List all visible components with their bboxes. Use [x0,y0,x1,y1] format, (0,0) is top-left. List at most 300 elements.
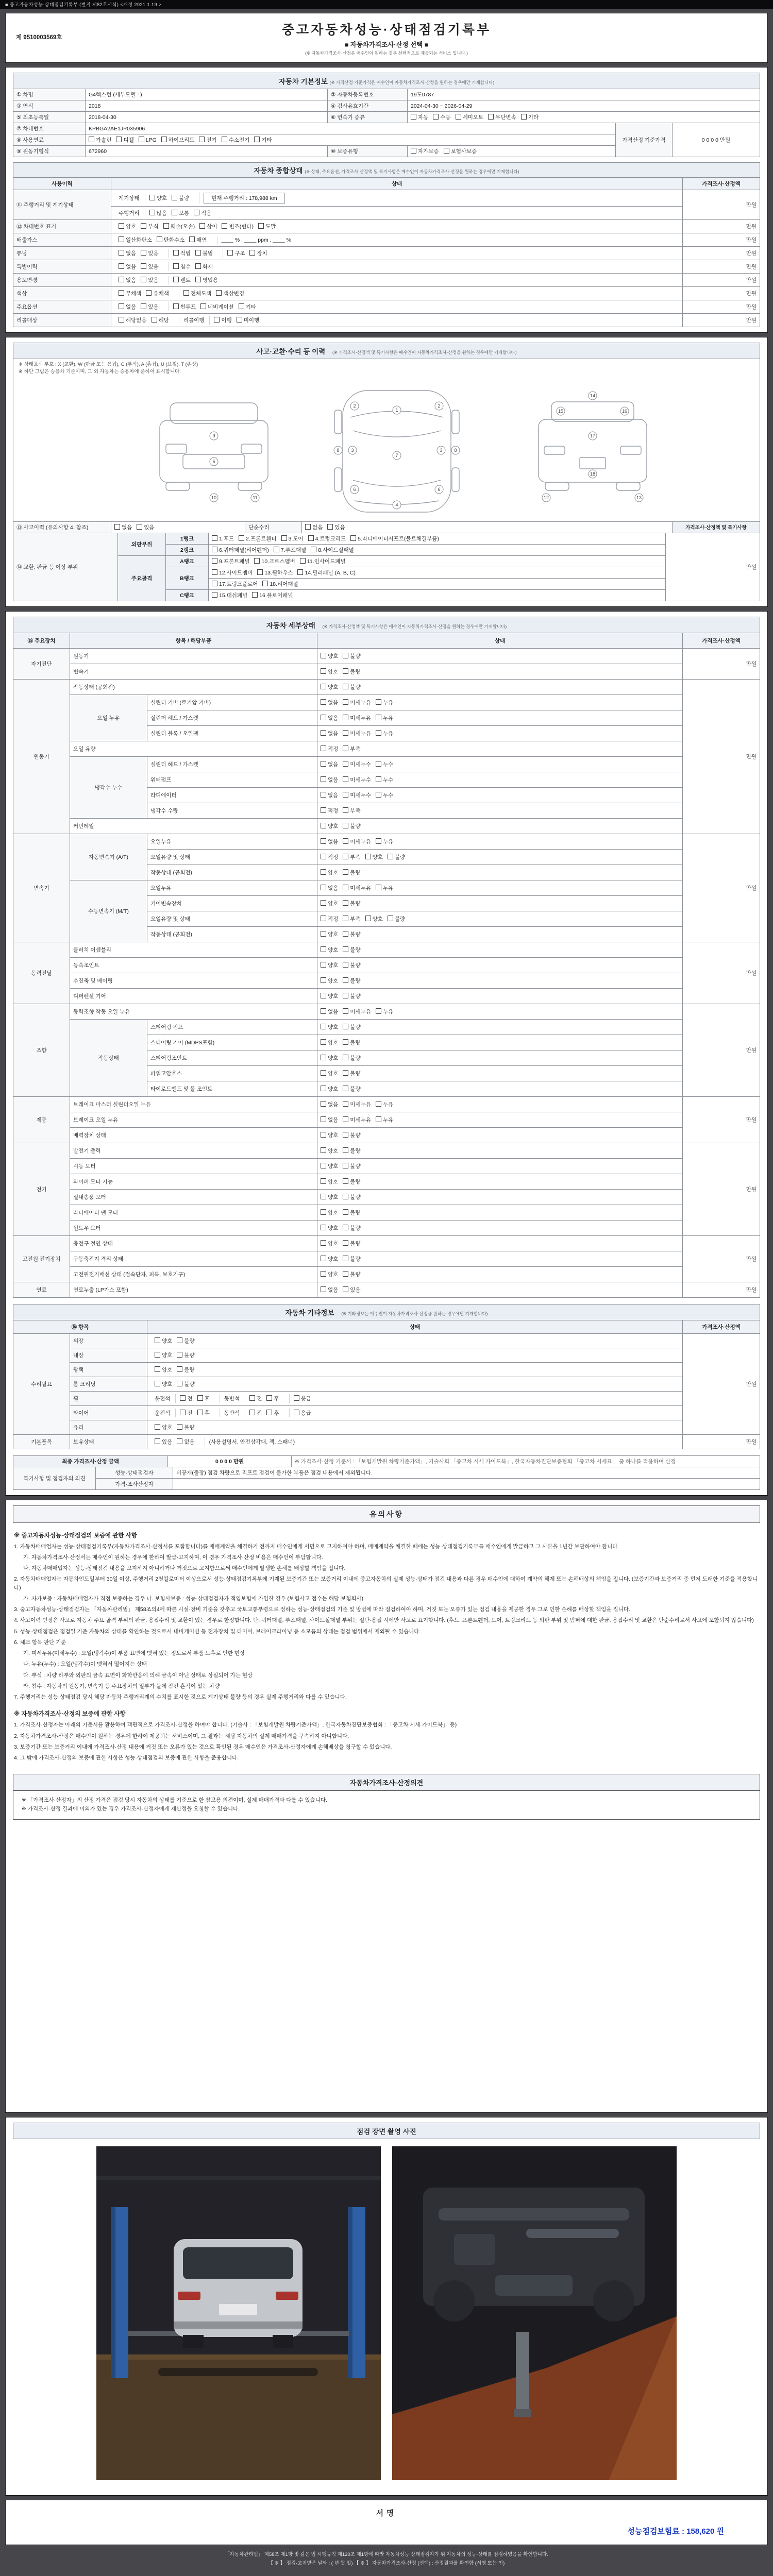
checkbox-icon [376,792,381,798]
checkbox-option[interactable]: 응급 [294,1395,311,1402]
checkbox-option[interactable]: 미세누유 [343,714,371,722]
checkbox-option[interactable]: 전기 [199,136,216,144]
checkbox-option[interactable]: 세미오토 [456,113,484,121]
checkbox-option[interactable]: 썬루프 [173,303,196,311]
detail-row [13,1112,760,1127]
col-header-price: 가격조사·산정액 [682,178,760,190]
checkbox-option[interactable]: 9.프론트패널 [212,557,249,565]
checkbox-option[interactable]: 누유 [376,1116,393,1124]
checkbox-option[interactable]: 불량 [177,1423,194,1431]
checkbox-option[interactable]: 양호 [321,1209,338,1216]
checkbox-option[interactable]: 없음 [321,776,338,784]
rank-label: 2랭크 [166,544,209,555]
checkbox-option[interactable]: 적정 [321,915,338,923]
item-label: 라디에이터 [147,787,317,803]
checkbox-option[interactable]: 미세누유 [343,730,371,737]
item-label: 디퍼렌셜 기어 [70,988,317,1004]
checkbox-option[interactable]: 7.루프패널 [274,546,306,554]
price-opinion-body [13,1791,760,1820]
price-cell: 만원 [683,1143,760,1235]
checkbox-option[interactable]: 13.휠하우스 [257,569,293,577]
checkbox-option[interactable]: 후 [266,1395,279,1402]
checkbox-option[interactable]: 8.사이드실패널 [311,546,354,554]
checkbox-option[interactable]: 하이브리드 [161,136,195,144]
row-label: 휠 [70,1391,147,1405]
checkbox-icon [343,699,348,705]
checkbox-option[interactable]: 훼손(오손) [163,223,195,230]
checkbox-option[interactable]: 불량 [343,1224,360,1232]
checkbox-option[interactable]: 불량 [343,1085,360,1093]
checkbox-option[interactable]: 부족 [343,745,360,753]
checkbox-option[interactable]: 영업용 [195,276,218,284]
checkbox-option[interactable]: 구조 [227,249,245,257]
inline-label: 계기상태 [119,195,140,201]
checkbox-icon [321,885,326,890]
row-label: 리콜대상 [13,314,111,327]
checkbox-option[interactable]: 적정 [321,745,338,753]
svg-text:8: 8 [337,447,340,453]
checkbox-option[interactable]: 없음 [119,263,136,270]
checkbox-option[interactable]: 양호 [155,1423,172,1431]
option-group [114,222,285,231]
checkbox-icon [177,1381,182,1386]
svg-text:16: 16 [621,408,628,414]
checkbox-option[interactable]: 기타 [239,303,256,311]
checkbox-option[interactable]: 불량 [177,1366,194,1374]
checkbox-option[interactable]: 양호 [321,668,338,675]
notice-item: 4. 사고이력 인정은 사고로 자동차 주요 골격 부위의 판금, 용접수리 및 교환이 있는 경우로 한정합니다. 단, 쿼터패널, 루프패널, 사이드실패널 부위는 절단·용접 시에만 사고로 표기합니다. (후드, 프론트휀더, 도어, 트렁크리드 등 외판 부위 및 범퍼에 대한 판금, 용접수리 및 교환은 단순수리로서 사고에 포함되지 않습니다) [14,1617,754,1624]
checkbox-icon [266,1410,272,1415]
checkbox-option[interactable]: 있음 [141,276,158,284]
checkbox-option[interactable]: 양호 [365,853,383,861]
checkbox-option[interactable]: 있음 [343,1286,360,1294]
checkbox-option[interactable]: 양호 [155,1337,172,1345]
checkbox-option[interactable]: 양호 [321,822,338,830]
notice-card [5,1500,768,2113]
checkbox-option[interactable]: 없음 [321,730,338,737]
checkbox-option[interactable]: 적법 [173,249,191,257]
checkbox-icon [365,916,371,921]
checkbox-option[interactable]: 도말 [258,223,276,230]
checkbox-option[interactable]: 없음 [321,1100,338,1108]
checkbox-option[interactable]: 불량 [343,822,360,830]
checkbox-option[interactable]: 양호 [155,1366,172,1374]
detail-row [13,1004,760,1019]
checkbox-option[interactable]: 14.필러패널 (A, B, C) [297,569,355,577]
checkbox-option[interactable]: 없음 [321,1286,338,1294]
checkbox-option[interactable]: 불량 [388,853,405,861]
checkbox-option[interactable]: 기타 [254,136,272,144]
detail-row [13,818,760,834]
checkbox-option[interactable]: 불량 [343,1209,360,1216]
notice-item: 3. 보증기간 또는 보증거리 이내에 가격조사·산정 내용에 거짓 또는 오류가 있는 것으로 확인된 경우 매수인은 가격조사·산정자에게 손해배상을 청구할 수 있습니다. [14,1744,392,1751]
checkbox-option[interactable]: 양호 [321,1224,338,1232]
checkbox-option[interactable]: 있음 [155,1438,172,1446]
checkbox-option[interactable]: 양호 [149,194,167,202]
checkbox-option[interactable]: 누유 [376,838,393,845]
field-label-transmission: ⑥ 변속기 종류 [328,112,408,123]
checkbox-option[interactable]: 불량 [343,1054,360,1062]
checkbox-option[interactable]: 렌트 [173,276,191,284]
row-label: 타이어 [70,1405,147,1420]
checkbox-option[interactable]: 없음 [119,249,136,257]
checkbox-option[interactable]: 기타 [521,113,539,121]
exchange-row [13,555,760,567]
checkbox-option[interactable]: 양호 [321,977,338,985]
item-label: 파워고압호스 [147,1065,317,1081]
checkbox-option[interactable]: 없음 [119,303,136,311]
checkbox-option[interactable]: 미세누유 [343,1116,371,1124]
checkbox-option[interactable]: 전 [180,1395,192,1402]
checkbox-option[interactable]: 미세누수 [343,776,371,784]
checkbox-option[interactable]: 불량 [343,1255,360,1263]
checkbox-option[interactable]: 무단변속 [488,113,516,121]
field-value-valid: 2024-04-30 ~ 2026-04-29 [408,100,760,112]
checkbox-icon [173,277,179,282]
checkbox-option[interactable]: 불량 [343,1131,360,1139]
checkbox-option[interactable]: 양호 [321,1054,338,1062]
item-label: 변속기 [70,664,317,679]
checkbox-icon [343,1147,348,1153]
checkbox-option[interactable]: 2.프론트휀더 [239,535,276,543]
state-cell [317,1174,683,1189]
item-label: 작동상태 (공회전) [147,926,317,942]
checkbox-option[interactable]: 없음 [321,838,338,845]
checkbox-option[interactable]: 없음 [321,1008,338,1015]
checkbox-icon [343,869,348,875]
checkbox-option[interactable]: 불량 [343,900,360,907]
checkbox-option[interactable]: 양호 [321,1193,338,1201]
checkbox-option[interactable]: 부족 [343,853,360,861]
checkbox-option[interactable]: 부족 [343,807,360,815]
checkbox-option[interactable]: 일산화탄소 [119,236,152,244]
checkbox-option[interactable]: 양호 [155,1380,172,1388]
checkbox-option[interactable]: 디젤 [116,136,133,144]
checkbox-option[interactable]: 누유 [376,699,393,706]
checkbox-option[interactable]: 양호 [321,1023,338,1031]
checkbox-icon [321,668,326,674]
checkbox-option[interactable]: 양호 [321,1178,338,1185]
overall-row [13,220,760,233]
checkbox-option[interactable]: 불량 [343,1070,360,1077]
checkbox-option[interactable]: 양호 [119,223,136,230]
checkbox-icon [343,977,348,983]
state-cell [317,1189,683,1205]
checkbox-option[interactable]: 양호 [321,652,338,660]
checkbox-option[interactable]: 18.리어패널 [262,580,298,588]
checkbox-option[interactable]: 불량 [343,1193,360,1201]
field-value-year: 2018 [86,100,328,112]
item-label: 연료누출 (LP가스 포함) [70,1282,317,1297]
checkbox-option[interactable]: 4.트렁크리드 [308,535,346,543]
checkbox-option[interactable]: 탄화수소 [157,236,185,244]
checkbox-icon [216,290,222,296]
checkbox-option[interactable]: 불량 [343,1023,360,1031]
checkbox-option[interactable]: 후 [197,1395,210,1402]
panel-section: 주요골격 [118,555,166,601]
checkbox-icon [249,1395,255,1401]
checkbox-option[interactable]: 누유 [376,714,393,722]
checkbox-option[interactable]: 양호 [365,915,383,923]
checkbox-option[interactable]: 17.트렁크플로어 [212,580,258,588]
section-title-text: 자동차 종합상태 [254,167,303,175]
item-label: 고전원전기배선 상태 (접속단자, 피복, 보호기구) [70,1266,317,1282]
checkbox-option[interactable]: 양호 [321,1270,338,1278]
field-value-warranty [408,146,616,157]
checkbox-option[interactable]: 후 [197,1409,210,1417]
checkbox-option[interactable]: 불량 [388,915,405,923]
checkbox-option[interactable]: 미세누유 [343,1008,371,1015]
checkbox-option[interactable]: 미세누수 [343,791,371,799]
checkbox-option[interactable]: 불법 [195,249,213,257]
checkbox-option[interactable]: 많음 [149,209,167,217]
checkbox-option[interactable]: 불량 [343,946,360,954]
checkbox-icon [444,148,449,154]
checkbox-option[interactable]: 변조(변타) [222,223,254,230]
checkbox-option[interactable]: LPG [139,137,157,143]
checkbox-option[interactable]: 불량 [343,668,360,675]
checkbox-option[interactable]: 양호 [321,1085,338,1093]
checkbox-option[interactable]: 있음 [141,249,158,257]
svg-text:3: 3 [351,447,354,453]
checkbox-option[interactable]: 부족 [343,915,360,923]
svg-text:18: 18 [590,471,596,477]
checkbox-option[interactable]: 없음 [321,714,338,722]
checkbox-option[interactable]: 누수 [376,776,393,784]
checkbox-option[interactable]: 양호 [321,946,338,954]
checkbox-option[interactable]: 불량 [343,1162,360,1170]
checkbox-icon [321,916,326,921]
price-cell: 만원 [682,260,760,274]
checkbox-option[interactable]: 16.플로어패널 [252,591,293,599]
checkbox-icon [343,1086,348,1091]
checkbox-option[interactable]: 없음 [305,523,323,531]
checkbox-icon [297,569,303,575]
legend-line-2: ※ 하단 그림은 승용차 기준이며, 그 외 자동차는 승용차에 준하여 표시합니다. [19,369,181,375]
checkbox-option[interactable]: 양호 [321,900,338,907]
checkbox-option[interactable]: 후 [266,1409,279,1417]
field-value-fuel [86,134,616,146]
checkbox-option[interactable]: 누수 [376,791,393,799]
checkbox-icon [343,962,348,968]
checkbox-option[interactable]: 자가보증 [411,147,439,155]
col-header-device: ⑮ 주요장치 [13,633,70,648]
checkbox-option[interactable]: 적음 [194,209,211,217]
notice-item: 3. 중고자동차성능·상태점검자는 「자동차관리법」 제58조의4에 따른 시설·장비 기준을 갖추고 국토교통부령으로 정하는 성능·상태점검의 기준 및 방법에 따라 점검하여야 하며, 거짓 또는 오류가 있는 점검 내용을 제공한 경우 그로 인한 손해를 배상할 책임을 집니다. [14,1606,630,1613]
checkbox-option[interactable]: 누유 [376,1008,393,1015]
opinion-line: ※ 「가격조사·산정자」의 산정 가격은 점검 당시 자동차의 상태를 기준으로 한 참고용 의견이며, 실제 매매가격과 다를 수 있습니다. [22,1797,327,1803]
checkbox-icon [173,250,179,256]
col-header-price: 가격조사·산정액 [683,1320,760,1333]
checkbox-option[interactable]: 불량 [343,683,360,691]
checkbox-option[interactable]: 양호 [321,683,338,691]
checkbox-option[interactable]: 미세누유 [343,838,371,845]
checkbox-option[interactable]: 5.라디에이터서포트(볼트체결부품) [350,535,439,543]
checkbox-option[interactable]: 불량 [343,930,360,938]
checkbox-option[interactable]: 화재 [195,263,213,270]
etc-group: 기본품목 [13,1434,70,1449]
section-title-accident [13,343,760,359]
checkbox-icon [321,653,326,658]
checkbox-option[interactable]: 가솔린 [89,136,111,144]
field-value-first-reg: 2018-04-30 [86,112,328,123]
section-title-basic [13,73,760,89]
checkbox-option[interactable]: 상이 [199,223,217,230]
viewer-topbar [0,0,773,9]
checkbox-option[interactable]: 미세누유 [343,699,371,706]
basic-overall-card [5,67,768,333]
price-cell: 만원 [683,679,760,834]
item-label: 실린더 블록 / 오일팬 [147,725,317,741]
checkbox-option[interactable]: 전 [249,1395,262,1402]
checkbox-option[interactable]: 누유 [376,1100,393,1108]
checkbox-option[interactable]: 누수 [376,760,393,768]
checkbox-option[interactable]: 없음 [321,884,338,892]
field-label-car-name: ① 차명 [13,89,86,100]
checkbox-option[interactable]: 유채색 [146,290,169,297]
checkbox-option[interactable]: 불량 [343,1240,360,1247]
checkbox-option[interactable]: 장치 [249,249,267,257]
checkbox-option[interactable]: 양호 [321,1147,338,1155]
checkbox-icon [343,838,348,844]
svg-text:9: 9 [212,433,215,438]
checkbox-option[interactable]: 양호 [321,1039,338,1046]
checkbox-option[interactable]: 전 [249,1409,262,1417]
checkbox-option[interactable]: 매연 [189,236,207,244]
checkbox-option[interactable]: 누유 [376,730,393,737]
checkbox-option[interactable]: 적정 [321,853,338,861]
legend-line-1: ※ 상태표시 부호 : X (교환), W (판금 또는 용접), C (부식), A (흠집), U (요철), T (손상) [19,362,198,367]
checkbox-option[interactable]: 없음 [321,699,338,706]
checkbox-option[interactable]: 불량 [343,1147,360,1155]
checkbox-option[interactable]: 수동 [433,113,450,121]
checkbox-option[interactable]: 침수 [173,263,191,270]
sub-group: 작동상태 [70,1019,147,1096]
checkbox-option[interactable]: 없음 [321,1116,338,1124]
checkbox-option[interactable]: 수소전기 [222,136,250,144]
section-title-note: (※ 가격조사·산정액 및 특기사항은 매수인이 자동차가격조사·산정을 원하는 경우에만 기재합니다) [322,623,507,629]
checkbox-icon [227,250,233,256]
item-label: 냉각수 수량 [147,803,317,818]
checkbox-option[interactable]: 미세누유 [343,884,371,892]
table-row [13,89,760,100]
checkbox-option[interactable]: 미이행 [237,316,259,324]
state-cell [317,834,683,849]
option-group [245,1394,289,1403]
checkbox-option[interactable]: 불량 [343,977,360,985]
checkbox-option[interactable]: 불량 [343,1178,360,1185]
checkbox-option[interactable]: 3.도어 [281,535,304,543]
checkbox-option[interactable]: 불량 [177,1380,194,1388]
overall-row [13,314,760,327]
checkbox-option[interactable]: 양호 [321,1255,338,1263]
checkbox-option[interactable]: 양호 [321,930,338,938]
checkbox-option[interactable]: 불량 [343,992,360,1000]
checkbox-option[interactable]: 15.대쉬패널 [212,591,247,599]
notice-section-title: ※ 중고자동차성능·상태점검의 보증에 관한 사항 [14,1532,137,1539]
checkbox-option[interactable]: 11.인사이드패널 [300,557,346,565]
checkbox-option[interactable]: 있음 [141,303,158,311]
insurance-premium [13,2526,724,2536]
checkbox-option[interactable]: 양호 [321,992,338,1000]
checkbox-option[interactable]: 없음 [119,276,136,284]
svg-text:10: 10 [211,495,217,500]
svg-text:6: 6 [438,486,441,492]
panel-items [209,533,666,544]
state-cell [111,247,683,260]
checkbox-option[interactable]: 양호 [321,1070,338,1077]
checkbox-option[interactable]: 있음 [327,523,345,531]
svg-text:5: 5 [212,459,215,464]
checkbox-option[interactable]: 네비게이션 [200,303,234,311]
checkbox-option[interactable]: 양호 [321,1240,338,1247]
checkbox-icon [239,535,244,541]
checkbox-option[interactable]: 보통 [172,209,189,217]
checkbox-option[interactable]: 양호 [155,1351,172,1359]
checkbox-option[interactable]: 양호 [321,1131,338,1139]
checkbox-option[interactable]: 있음 [141,263,158,270]
checkbox-option[interactable]: 1.후드 [212,535,234,543]
checkbox-option[interactable]: 불량 [343,652,360,660]
checkbox-option[interactable]: 없음 [321,791,338,799]
checkbox-icon [155,1424,160,1430]
checkbox-option[interactable]: 양호 [321,869,338,876]
checkbox-icon [321,792,326,798]
checkbox-option[interactable]: 불량 [177,1351,194,1359]
checkbox-option[interactable]: 이행 [214,316,231,324]
checkbox-option[interactable]: 양호 [321,961,338,969]
checkbox-option[interactable]: 전체도색 [183,290,212,297]
checkbox-option[interactable]: 있음 [137,523,154,531]
checkbox-option[interactable]: 무채색 [119,290,141,297]
checkbox-option[interactable]: 불량 [343,1270,360,1278]
checkbox-option[interactable]: 해당없음 [119,316,147,324]
detail-row [13,1266,760,1282]
checkbox-icon [376,1008,381,1014]
checkbox-option[interactable]: 누유 [376,884,393,892]
checkbox-option[interactable]: 색상변경 [216,290,244,297]
checkbox-option[interactable]: 적정 [321,807,338,815]
checkbox-option[interactable]: 자동 [411,113,428,121]
checkbox-option[interactable]: 10.크로스멤버 [254,557,295,565]
checkbox-option[interactable]: 6.쿼터패널(리어휀더) [212,546,269,554]
row-label: 튜닝 [13,247,111,260]
checkbox-option[interactable]: 불량 [172,194,189,202]
checkbox-option[interactable]: 부식 [141,223,158,230]
state-cell [317,1235,683,1251]
detail-row [13,1127,760,1143]
state-cell [317,1158,683,1174]
checkbox-option[interactable]: 응급 [294,1409,311,1417]
checkbox-option[interactable]: 미세누수 [343,760,371,768]
checkbox-option[interactable]: 해당 [152,316,169,324]
checkbox-option[interactable]: 불량 [343,869,360,876]
svg-text:12: 12 [543,495,549,500]
column-header-row [13,1320,760,1333]
checkbox-option[interactable]: 없음 [114,523,132,531]
checkbox-option[interactable]: 불량 [177,1337,194,1345]
checkbox-option[interactable]: 없음 [177,1438,194,1446]
checkbox-option[interactable]: 불량 [343,961,360,969]
checkbox-option[interactable]: 12.사이드멤버 [212,569,253,577]
photo-underbody-image [392,2146,677,2480]
checkbox-option[interactable]: 불량 [343,1039,360,1046]
checkbox-option[interactable]: 없음 [321,760,338,768]
checkbox-option[interactable]: 보험사보증 [444,147,477,155]
checkbox-option[interactable]: 전 [180,1409,192,1417]
checkbox-option[interactable]: 미세누유 [343,1100,371,1108]
checkbox-option[interactable]: 양호 [321,1162,338,1170]
